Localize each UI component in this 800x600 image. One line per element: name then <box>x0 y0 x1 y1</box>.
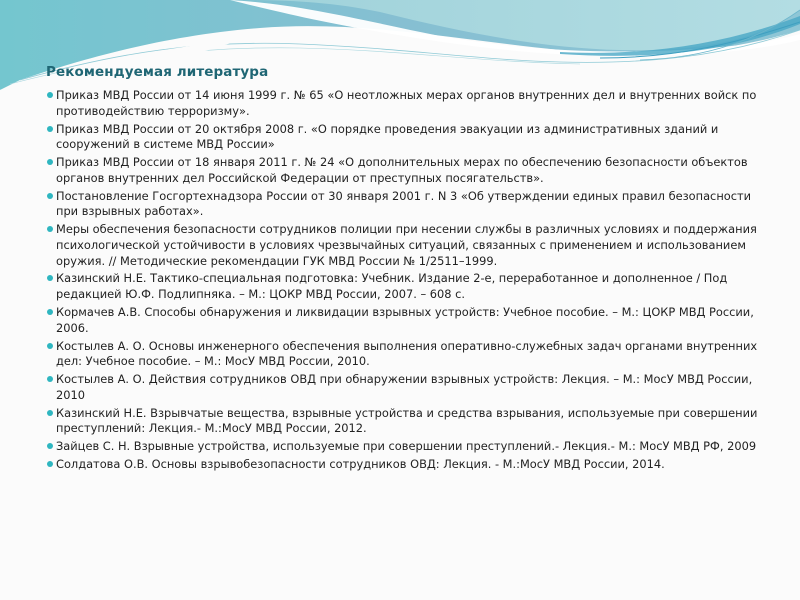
list-item <box>48 439 760 455</box>
list-item <box>48 271 760 302</box>
reference-text: Зайцев С. Н. Взрывные устройства, используемые при совершении преступлений.- Лекция.- М.: МосУ МВД РФ, 2009 <box>56 439 757 454</box>
list-item <box>48 88 760 119</box>
reference-text: Костылев А. О. Основы инженерного обеспечения выполнения оперативно-служебных задач органами внутренних дел: Учебное пособие. – М.: МосУ МВД России, 2010. <box>56 338 758 369</box>
reference-text: Костылев А. О. Действия сотрудников ОВД при обнаружении взрывных устройств: Лекция. – М.: МосУ МВД России, 2010 <box>56 372 753 402</box>
list-item <box>48 122 760 153</box>
reference-text: Меры обеспечения безопасности сотрудников полиции при несении службы в различных условиях и поддержания психологической устойчивости в условиях чрезвычайных ситуаций, связанных с применением и использованием оружия. // Методические рекомендации ГУК МВД России № 1/2511–1999. <box>56 222 757 268</box>
bullet-icon <box>47 275 53 281</box>
header-wave-decoration <box>0 0 800 100</box>
bullet-icon <box>47 443 53 449</box>
bullet-icon <box>47 126 53 132</box>
reference-text: Приказ МВД России от 18 января 2011 г. № 24 «О дополнительных мерах по обеспечению безопасности объектов органов внутренних дел Российской Федерации от преступных посягательств». <box>56 155 748 185</box>
bullet-icon <box>47 461 53 467</box>
slide-title: Рекомендуемая литература <box>46 64 269 80</box>
bullet-icon <box>47 410 53 416</box>
reference-text: Приказ МВД России от 20 октября 2008 г. «О порядке проведения эвакуации из административных зданий и сооружений в системе МВД России» <box>56 121 719 152</box>
bullet-icon <box>47 309 53 315</box>
list-item <box>48 189 760 220</box>
bullet-icon <box>47 226 53 232</box>
list-item <box>48 305 760 336</box>
reference-list <box>48 88 760 475</box>
list-item <box>48 222 760 269</box>
list-item <box>48 406 760 437</box>
bullet-icon <box>47 376 53 382</box>
bullet-icon <box>47 92 53 98</box>
reference-text: Кормачев А.В. Способы обнаружения и ликвидации взрывных устройств: Учебное пособие. – М.: ЦОКР МВД России, 2006. <box>56 305 754 335</box>
reference-text: Казинский Н.Е. Взрывчатые вещества, взрывные устройства и средства взрывания, используемые при совершении преступлений: Лекция.- М.:МосУ МВД России, 2012. <box>56 405 758 436</box>
bullet-icon <box>47 343 53 349</box>
reference-text: Казинский Н.Е. Тактико-специальная подготовка: Учебник. Издание 2-е, переработанное и дополненное / Под редакцией Ю.Ф. Подлипняка. – М.: ЦОКР МВД России, 2007. – 608 с. <box>56 271 728 302</box>
bullet-icon <box>47 159 53 165</box>
reference-text: Приказ МВД России от 14 июня 1999 г. № 65 «О неотложных мерах органов внутренних дел и внутренних войск по противодействию терроризму». <box>56 88 757 118</box>
reference-text: Постановление Госгортехнадзора России от 30 января 2001 г. N 3 «Об утверждении единых правил безопасности при взрывных работах». <box>56 188 752 219</box>
reference-text: Солдатова О.В. Основы взрывобезопасности сотрудников ОВД: Лекция. - М.:МосУ МВД России, 2014. <box>56 457 665 472</box>
bullet-icon <box>47 193 53 199</box>
list-item <box>48 457 760 473</box>
list-item <box>48 155 760 186</box>
list-item <box>48 372 760 403</box>
list-item <box>48 339 760 370</box>
